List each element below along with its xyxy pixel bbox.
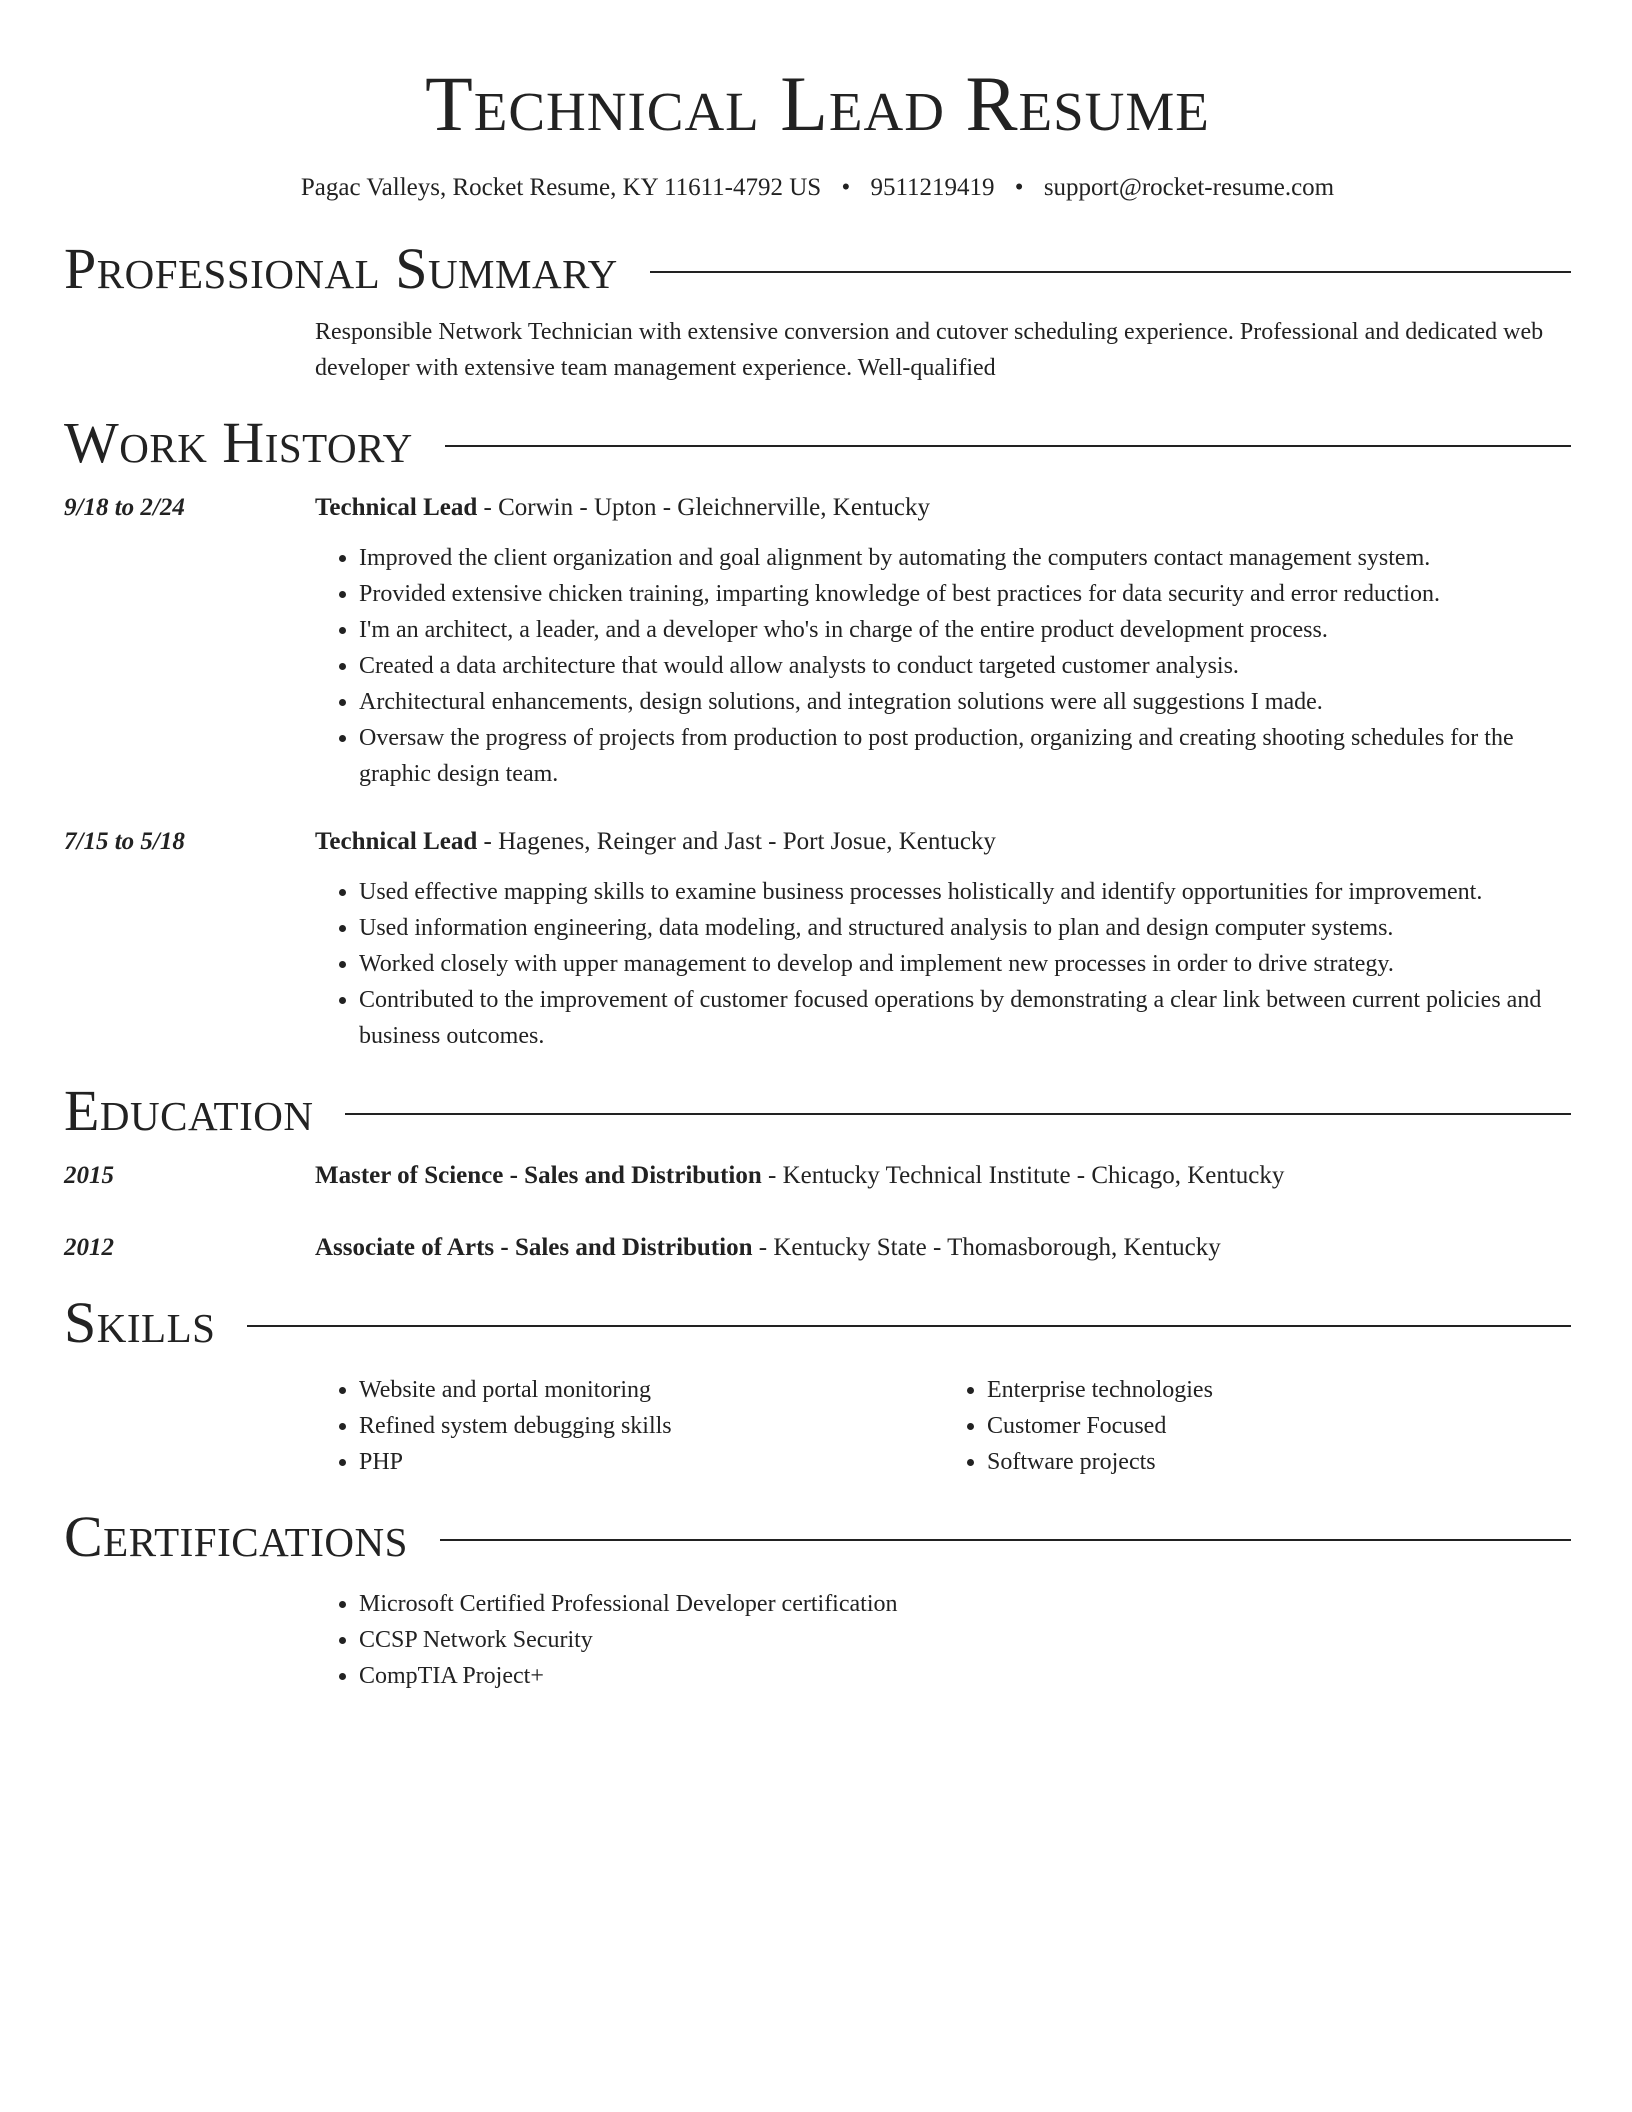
work-heading: Work History: [64, 410, 413, 475]
job-bullet: • Contributed to the improvement of customer focused operations by demonstrating a clear link between current policies and business outcomes.: [359, 982, 1571, 1054]
contact-separator: •: [1014, 174, 1024, 201]
skills-list: [315, 1372, 1571, 1480]
skills-column-right: [943, 1372, 1571, 1480]
education-heading: Education: [64, 1078, 314, 1143]
job-bullet: • Oversaw the progress of projects from production to post production, organizing and creating shooting schedules for the graphic design team.: [359, 720, 1571, 792]
summary-section-header: [64, 238, 1571, 300]
work-section-header: [64, 412, 1571, 474]
skill-item: • Refined system debugging skills: [359, 1408, 943, 1444]
education-degree: Master of Science - Sales and Distribution: [315, 1162, 762, 1189]
education-year: 2015: [64, 1162, 114, 1189]
skill-item: • Enterprise technologies: [987, 1372, 1571, 1408]
summary-text: Responsible Network Technician with extensive conversion and cutover scheduling experience. Professional and dedicated web developer with extensive team management experience. Well-qualified: [315, 319, 1544, 381]
job-title: Technical Lead: [315, 494, 478, 521]
section-rule: [440, 1539, 1571, 1541]
education-degree: Associate of Arts - Sales and Distribution: [315, 1234, 753, 1261]
certification-item: • Microsoft Certified Professional Developer certification: [359, 1586, 1571, 1622]
job-entry: [64, 824, 1571, 1054]
job-bullet: • Used effective mapping skills to examine business processes holistically and identify opportunities for improvement.: [359, 874, 1571, 910]
job-bullet: • Architectural enhancements, design solutions, and integration solutions were all suggestions I made.: [359, 684, 1571, 720]
skill-item: • Software projects: [987, 1444, 1571, 1480]
job-body: [315, 824, 1571, 1054]
job-bullet: • Worked closely with upper management to develop and implement new processes in order to drive strategy.: [359, 946, 1571, 982]
education-headline: [315, 1158, 1571, 1194]
job-dates: 9/18 to 2/24: [64, 494, 185, 521]
certification-item: • CCSP Network Security: [359, 1622, 1571, 1658]
certifications-bullets: [315, 1586, 1571, 1694]
skills-heading: Skills: [64, 1290, 216, 1355]
resume-title: Technical Lead Resume: [425, 60, 1210, 147]
contact-address: Pagac Valleys, Rocket Resume, KY 11611-4792 US: [300, 174, 822, 201]
job-body: [315, 490, 1571, 792]
education-entry: [64, 1158, 1571, 1194]
section-rule: [650, 271, 1571, 273]
contact-separator: •: [841, 174, 851, 201]
skill-item: • PHP: [359, 1444, 943, 1480]
education-details: - Kentucky Technical Institute - Chicago, Kentucky: [761, 1162, 1285, 1189]
job-bullet: • Used information engineering, data modeling, and structured analysis to plan and design computer systems.: [359, 910, 1571, 946]
skills-section-header: [64, 1292, 1571, 1354]
section-rule: [247, 1325, 1571, 1327]
skill-item: • Customer Focused: [987, 1408, 1571, 1444]
summary-heading: Professional Summary: [64, 236, 618, 301]
contact-phone: 9511219419: [870, 174, 995, 201]
section-rule: [345, 1113, 1571, 1115]
contact-line: [64, 172, 1571, 204]
education-entry: [64, 1230, 1571, 1266]
resume-page: [64, 0, 1571, 1694]
section-rule: [445, 445, 1571, 447]
job-details: - Hagenes, Reinger and Jast - Port Josue, Kentucky: [477, 828, 996, 855]
job-headline: [315, 824, 1571, 860]
education-section-header: [64, 1080, 1571, 1142]
contact-email: support@rocket-resume.com: [1043, 174, 1335, 201]
job-bullets: [315, 874, 1571, 1054]
job-bullet: • Created a data architecture that would allow analysts to conduct targeted customer analysis.: [359, 648, 1571, 684]
certifications-heading: Certifications: [64, 1504, 408, 1569]
education-year: 2012: [64, 1234, 114, 1261]
education-headline: [315, 1230, 1571, 1266]
job-bullet: • Improved the client organization and goal alignment by automating the computers contact management system.: [359, 540, 1571, 576]
certification-item: • CompTIA Project+: [359, 1658, 1571, 1694]
job-bullet: • Provided extensive chicken training, imparting knowledge of best practices for data security and error reduction.: [359, 576, 1571, 612]
job-headline: [315, 490, 1571, 526]
job-dates: 7/15 to 5/18: [64, 828, 185, 855]
skills-column-left: [315, 1372, 943, 1480]
job-entry: [64, 490, 1571, 792]
skill-item: • Website and portal monitoring: [359, 1372, 943, 1408]
job-bullets: [315, 540, 1571, 792]
certifications-section-header: [64, 1506, 1571, 1568]
job-bullet: • I'm an architect, a leader, and a developer who's in charge of the entire product development process.: [359, 612, 1571, 648]
education-details: - Kentucky State - Thomasborough, Kentucky: [752, 1234, 1221, 1261]
job-details: - Corwin - Upton - Gleichnerville, Kentucky: [477, 494, 930, 521]
certifications-list: [315, 1586, 1571, 1694]
job-title: Technical Lead: [315, 828, 478, 855]
